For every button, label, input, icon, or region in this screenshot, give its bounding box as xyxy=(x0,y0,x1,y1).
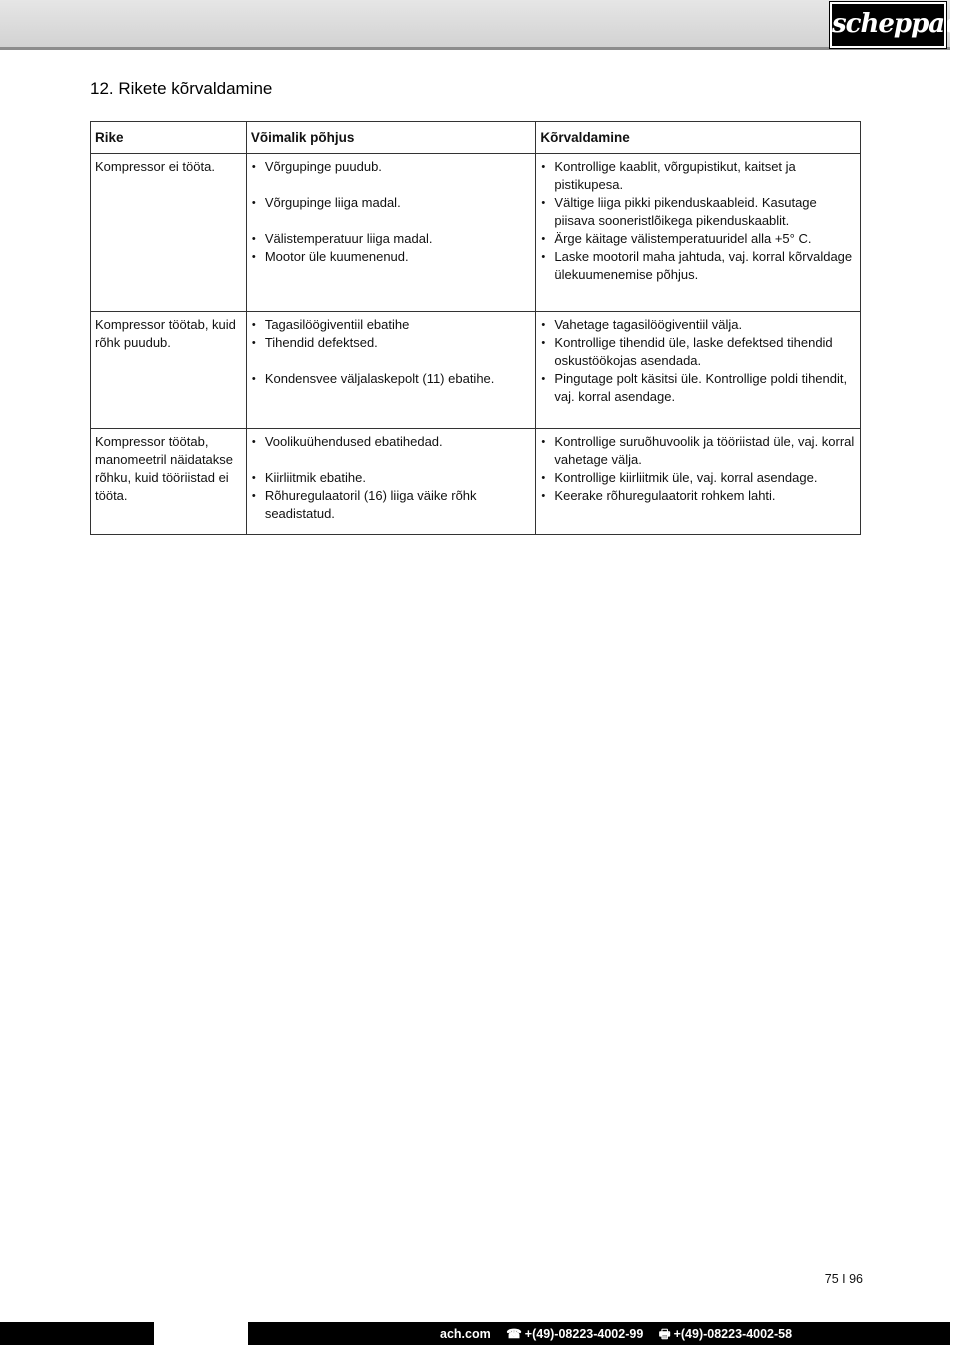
footer-fax: +(49)-08223-4002-58 xyxy=(673,1327,793,1341)
list-item: • Kondensvee väljalaskepolt (11) ebatihe. xyxy=(251,370,532,388)
list-item: • Keerake rõhuregulaatorit rohkem lahti. xyxy=(540,487,856,505)
list-item: • Voolikuühendused ebatihedad. xyxy=(251,433,532,451)
column-header-fault: Rike xyxy=(91,122,247,154)
fault-cell xyxy=(91,429,247,535)
fault-text: Kompressor töötab, kuid rõhk puudub. xyxy=(95,317,236,350)
table-row xyxy=(91,312,861,429)
list-item: • Võrgupinge puudub. xyxy=(251,158,532,176)
fault-cell xyxy=(91,312,247,429)
list-item: • Pingutage polt käsitsi üle. Kontrollige poldi tihendit, vaj. korral asendage. xyxy=(540,370,856,406)
table-row xyxy=(91,154,861,312)
list-item: • Kontrollige tihendid üle, laske defektsed tihendid oskustöökojas asendada. xyxy=(540,334,856,370)
remedy-cell xyxy=(536,429,861,535)
list-item: • Vahetage tagasilöögiventiil välja. xyxy=(540,316,856,334)
footer-white-block xyxy=(154,1322,248,1345)
footer-phone: +(49)-08223-4002-99 xyxy=(524,1327,644,1341)
list-item: • Võrgupinge liiga madal. xyxy=(251,194,532,212)
list-item: • Kiirliitmik ebatihe. xyxy=(251,469,532,487)
list-item: • Mootor üle kuumenenud. xyxy=(251,248,532,266)
top-header-bar xyxy=(0,0,977,50)
table-header-row xyxy=(91,122,861,154)
list-item: • Tihendid defektsed. xyxy=(251,334,532,352)
list-item: • Ärge käitage välistemperatuuridel alla +5° C. xyxy=(540,230,856,248)
list-item: • Kontrollige kiirliitmik üle, vaj. korral asendage. xyxy=(540,469,856,487)
fault-text: Kompressor ei tööta. xyxy=(95,159,215,174)
list-item: • Kontrollige kaablit, võrgupistikut, kaitset ja pistikupesa. xyxy=(540,158,856,194)
list-item: • Välistemperatuur liiga madal. xyxy=(251,230,532,248)
phone-icon: ☎ xyxy=(506,1327,522,1341)
fault-text: Kompressor töötab, manomeetril näidatakse rõhku, kuid tööriistad ei tööta. xyxy=(95,434,234,503)
footer-contact xyxy=(440,1325,792,1346)
remedy-cell xyxy=(536,312,861,429)
table-row xyxy=(91,429,861,535)
column-header-cause: Võimalik põhjus xyxy=(246,122,536,154)
footer-bar xyxy=(0,1322,950,1345)
cause-cell xyxy=(246,312,536,429)
section-title: 12. Rikete kõrvaldamine xyxy=(90,79,273,98)
column-header-remedy: Kõrvaldamine xyxy=(536,122,861,154)
page-number: 75 I 96 xyxy=(824,1272,863,1286)
footer-website: ach.com xyxy=(440,1327,491,1341)
brand-logo: scheppach xyxy=(830,2,946,48)
fax-icon: 🖶 xyxy=(658,1327,671,1341)
list-item: • Vältige liiga pikki pikenduskaableid. Kasutage piisava sooneristlõikega pikenduskaablit. xyxy=(540,194,856,230)
list-item: • Tagasilöögiventiil ebatihe xyxy=(251,316,532,334)
cause-cell xyxy=(246,154,536,312)
remedy-cell xyxy=(536,154,861,312)
list-item: • Rõhuregulaatoril (16) liiga väike rõhk seadistatud. xyxy=(251,487,532,523)
fault-cell xyxy=(91,154,247,312)
list-item: • Laske mootoril maha jahtuda, vaj. korral kõrvaldage ülekuumenemise põhjus. xyxy=(540,248,856,284)
list-item: • Kontrollige suruõhuvoolik ja tööriistad üle, vaj. korral vahetage välja. xyxy=(540,433,856,469)
troubleshooting-table xyxy=(90,121,861,535)
cause-cell xyxy=(246,429,536,535)
